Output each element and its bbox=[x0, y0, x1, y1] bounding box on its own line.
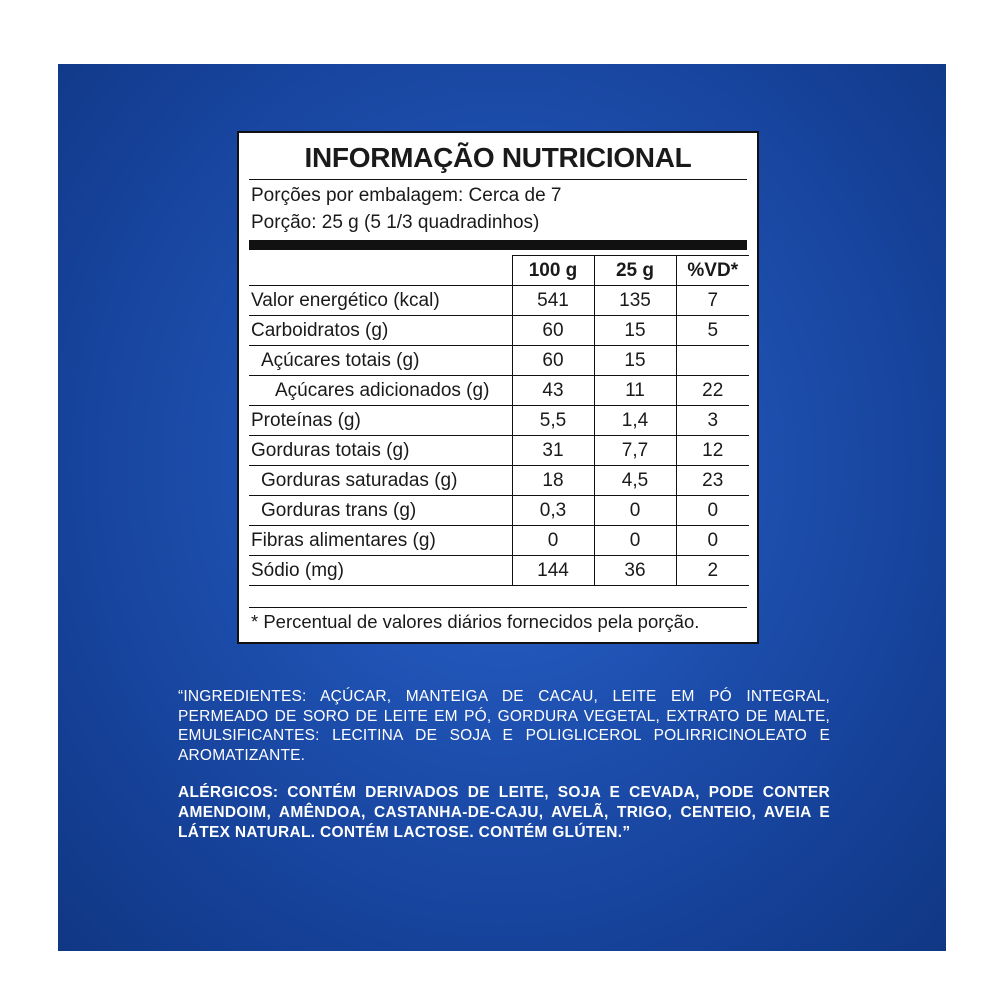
value-vd: 22 bbox=[676, 376, 749, 406]
value-100g: 0,3 bbox=[512, 496, 594, 526]
label-title: INFORMAÇÃO NUTRICIONAL bbox=[304, 142, 692, 173]
value-25g: 36 bbox=[594, 556, 676, 586]
table-row bbox=[249, 496, 749, 526]
value-vd: 0 bbox=[676, 526, 749, 556]
value-vd: 5 bbox=[676, 316, 749, 346]
value-100g: 144 bbox=[512, 556, 594, 586]
table-row bbox=[249, 406, 749, 436]
table-row bbox=[249, 556, 749, 586]
table-row bbox=[249, 346, 749, 376]
ingredients-text: “INGREDIENTES: AÇÚCAR, MANTEIGA DE CACAU, LEITE EM PÓ INTEGRAL, PERMEADO DE SORO DE LEITE EM PÓ, GORDURA VEGETAL, EXTRATO DE MALTE, EMULSIFICANTES: LECITINA DE SOJA E POLIGLICEROL POLIRRICINOLEATO E AROMATIZANTE. bbox=[178, 688, 830, 764]
serving-size: Porção: 25 g (5 1/3 quadradinhos) bbox=[251, 212, 540, 233]
header-vd: %VD* bbox=[676, 256, 749, 286]
value-100g: 0 bbox=[512, 526, 594, 556]
nutrition-table bbox=[249, 255, 749, 586]
header-100g: 100 g bbox=[512, 256, 594, 286]
thick-divider bbox=[249, 240, 747, 250]
value-25g: 7,7 bbox=[594, 436, 676, 466]
table-row bbox=[249, 286, 749, 316]
value-100g: 60 bbox=[512, 346, 594, 376]
nutrient-name: Gorduras totais (g) bbox=[249, 436, 512, 466]
table-row bbox=[249, 316, 749, 346]
value-vd bbox=[676, 346, 749, 376]
value-vd: 12 bbox=[676, 436, 749, 466]
table-row bbox=[249, 466, 749, 496]
value-25g: 15 bbox=[594, 316, 676, 346]
allergens-text: ALÉRGICOS: CONTÉM DERIVADOS DE LEITE, SOJA E CEVADA, PODE CONTER AMENDOIM, AMÊNDOA, CASTANHA-DE-CAJU, AVELÃ, TRIGO, CENTEIO, AVEIA E LÁTEX NATURAL. CONTÉM LACTOSE. CONTÉM GLÚTEN.” bbox=[178, 784, 830, 841]
servings-per-package: Porções por embalagem: Cerca de 7 bbox=[251, 185, 562, 206]
value-100g: 60 bbox=[512, 316, 594, 346]
value-25g: 15 bbox=[594, 346, 676, 376]
nutrient-name: Sódio (mg) bbox=[249, 556, 512, 586]
nutrient-name: Proteínas (g) bbox=[249, 406, 512, 436]
value-100g: 18 bbox=[512, 466, 594, 496]
value-100g: 43 bbox=[512, 376, 594, 406]
nutrient-name: Carboidratos (g) bbox=[249, 316, 512, 346]
nutrient-name: Fibras alimentares (g) bbox=[249, 526, 512, 556]
value-25g: 4,5 bbox=[594, 466, 676, 496]
nutrient-name: Gorduras trans (g) bbox=[249, 496, 512, 526]
value-25g: 11 bbox=[594, 376, 676, 406]
value-100g: 541 bbox=[512, 286, 594, 316]
nutrient-name: Açúcares adicionados (g) bbox=[249, 376, 512, 406]
nutrient-name: Açúcares totais (g) bbox=[249, 346, 512, 376]
table-row bbox=[249, 436, 749, 466]
nutrient-name: Gorduras saturadas (g) bbox=[249, 466, 512, 496]
nutrient-name: Valor energético (kcal) bbox=[249, 286, 512, 316]
value-25g: 0 bbox=[594, 526, 676, 556]
footnote: * Percentual de valores diários fornecidos pela porção. bbox=[251, 611, 700, 632]
header-25g: 25 g bbox=[594, 256, 676, 286]
divider bbox=[249, 607, 747, 608]
value-25g: 135 bbox=[594, 286, 676, 316]
value-vd: 3 bbox=[676, 406, 749, 436]
value-vd: 0 bbox=[676, 496, 749, 526]
value-vd: 23 bbox=[676, 466, 749, 496]
header-blank bbox=[249, 256, 512, 286]
divider bbox=[249, 179, 747, 180]
value-vd: 2 bbox=[676, 556, 749, 586]
value-25g: 1,4 bbox=[594, 406, 676, 436]
table-header-row bbox=[249, 256, 749, 286]
table-row bbox=[249, 376, 749, 406]
value-100g: 31 bbox=[512, 436, 594, 466]
table-row bbox=[249, 526, 749, 556]
value-100g: 5,5 bbox=[512, 406, 594, 436]
nutrition-facts-label bbox=[237, 131, 759, 644]
value-25g: 0 bbox=[594, 496, 676, 526]
value-vd: 7 bbox=[676, 286, 749, 316]
